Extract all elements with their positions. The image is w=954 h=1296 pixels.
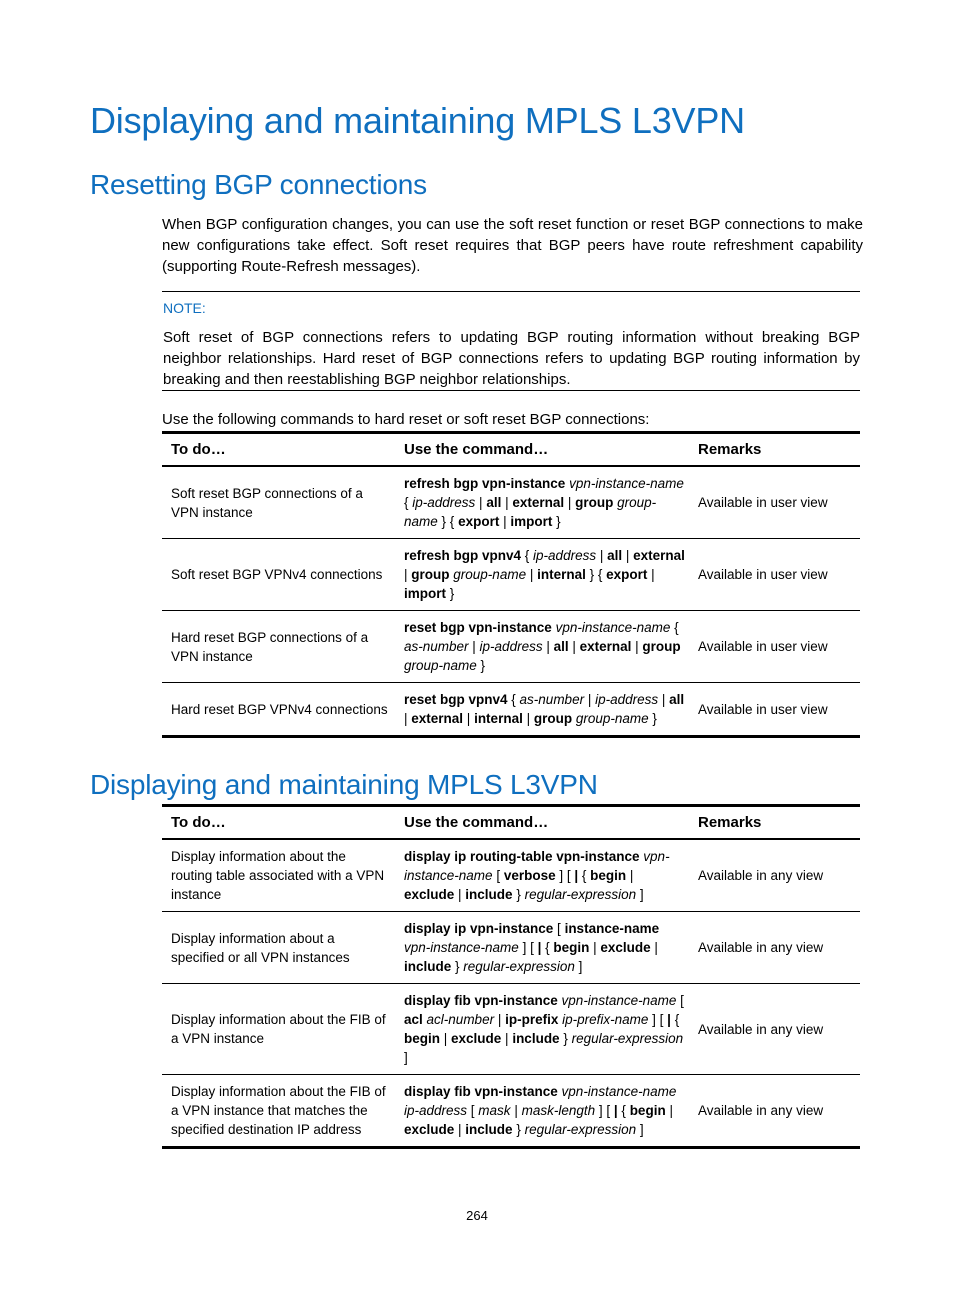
- remarks-cell: Available in user view: [689, 539, 860, 611]
- command-keyword: group: [575, 495, 614, 510]
- command-keyword: import: [510, 514, 553, 529]
- command-syntax: ]: [636, 887, 644, 902]
- command-keyword: acl: [404, 1012, 423, 1027]
- command-keyword: begin: [590, 868, 627, 883]
- command-syntax: |: [475, 495, 487, 510]
- todo-cell: Hard reset BGP connections of a VPN instance: [162, 611, 395, 683]
- command-keyword: include: [465, 1122, 513, 1137]
- command-syntax: |: [440, 1031, 452, 1046]
- command-argument: ip-prefix-name: [562, 1012, 649, 1027]
- command-syntax: [: [676, 993, 684, 1008]
- command-keyword: external: [579, 639, 632, 654]
- command-keyword: begin: [553, 940, 590, 955]
- command-argument: group-name: [404, 658, 477, 673]
- command-keyword: reset bgp vpnv4: [404, 692, 508, 707]
- command-keyword: display ip vpn-instance: [404, 921, 554, 936]
- command-cell: [395, 1075, 689, 1148]
- command-syntax: |: [542, 639, 554, 654]
- command-cell: [395, 984, 689, 1075]
- command-syntax: |: [631, 639, 643, 654]
- command-syntax: |: [589, 940, 601, 955]
- command-argument: ip-address: [404, 1103, 468, 1118]
- table-row: [162, 611, 860, 683]
- command-cell: [395, 912, 689, 984]
- command-argument: regular-expression: [524, 887, 637, 902]
- todo-cell: Display information about a specified or all VPN instances: [162, 912, 395, 984]
- command-syntax: |: [494, 1012, 506, 1027]
- command-syntax: |: [468, 639, 480, 654]
- header-command: Use the command…: [395, 806, 689, 840]
- command-syntax: [: [467, 1103, 479, 1118]
- command-syntax: }: [451, 959, 464, 974]
- command-argument: vpn-instance-name: [555, 620, 671, 635]
- command-syntax: ]: [404, 1050, 408, 1065]
- remarks-cell: Available in user view: [689, 683, 860, 737]
- command-argument: ip-address: [595, 692, 659, 707]
- command-syntax: [: [492, 868, 504, 883]
- note-label: NOTE:: [163, 300, 206, 316]
- command-syntax: } {: [585, 567, 607, 582]
- command-syntax: {: [617, 1103, 630, 1118]
- command-argument: vpn-instance-name: [561, 993, 677, 1008]
- command-keyword: external: [633, 548, 685, 563]
- reset-intro-paragraph: When BGP configuration changes, you can use the soft reset function or reset BGP connections to make new configurations take effect. Soft reset requires that BGP peers have route refreshment capability (supporting Route-Refresh messages).: [162, 216, 863, 275]
- command-cell: [395, 611, 689, 683]
- command-keyword: include: [465, 887, 513, 902]
- command-syntax: }: [446, 586, 455, 601]
- command-syntax: |: [596, 548, 608, 563]
- command-keyword: external: [512, 495, 565, 510]
- command-keyword: internal: [537, 567, 586, 582]
- command-keyword: include: [404, 959, 452, 974]
- command-syntax: |: [584, 692, 596, 707]
- command-keyword: exclude: [404, 887, 455, 902]
- command-keyword: exclude: [404, 1122, 455, 1137]
- command-syntax: ]: [636, 1122, 644, 1137]
- note-box: [162, 291, 860, 391]
- command-syntax: |: [463, 711, 475, 726]
- remarks-cell: Available in any view: [689, 912, 860, 984]
- command-keyword: export: [458, 514, 500, 529]
- command-argument: vpn-instance-name: [404, 940, 519, 955]
- command-syntax: ]: [574, 959, 583, 974]
- command-argument: as-number: [519, 692, 585, 707]
- reset-commands-table: [162, 431, 860, 738]
- command-keyword: import: [404, 586, 446, 601]
- command-syntax: |: [404, 711, 412, 726]
- command-keyword: verbose: [503, 868, 556, 883]
- command-syntax: }: [512, 1122, 525, 1137]
- command-syntax: ] [: [518, 940, 538, 955]
- command-syntax: |: [499, 514, 511, 529]
- command-argument: group-name: [404, 495, 657, 529]
- command-argument: group-name: [453, 567, 527, 582]
- command-syntax: {: [507, 692, 520, 707]
- command-keyword: all: [607, 548, 623, 563]
- command-keyword: internal: [474, 711, 523, 726]
- command-keyword: begin: [404, 1031, 440, 1046]
- table-header-row: [162, 806, 860, 840]
- command-keyword: begin: [629, 1103, 666, 1118]
- command-syntax: }: [512, 887, 525, 902]
- table-row: [162, 839, 860, 912]
- reset-lead-in: Use the following commands to hard reset or soft reset BGP connections:: [162, 411, 650, 428]
- todo-cell: Display information about the FIB of a VPN instance that matches the specified destination IP address: [162, 1075, 395, 1148]
- command-argument: ip-address: [412, 495, 476, 510]
- command-argument: group-name: [575, 711, 649, 726]
- command-syntax: }: [476, 658, 486, 673]
- command-keyword: all: [486, 495, 502, 510]
- remarks-cell: Available in user view: [689, 611, 860, 683]
- table-header-row: [162, 433, 860, 467]
- command-keyword: include: [512, 1031, 560, 1046]
- command-syntax: |: [626, 868, 634, 883]
- command-syntax: |: [658, 692, 670, 707]
- remarks-cell: Available in any view: [689, 839, 860, 912]
- page-title: Displaying and maintaining MPLS L3VPN: [90, 100, 745, 141]
- command-argument: vpn-instance-name: [569, 476, 684, 491]
- command-cell: [395, 466, 689, 539]
- command-syntax: |: [568, 639, 580, 654]
- todo-cell: Soft reset BGP connections of a VPN instance: [162, 466, 395, 539]
- command-syntax: {: [670, 1012, 680, 1027]
- command-syntax: ] [: [555, 868, 575, 883]
- command-keyword: export: [606, 567, 648, 582]
- note-text: Soft reset of BGP connections refers to updating BGP routing information without breaking BGP neighbor relationships. Hard reset of BGP connections refers to updating BGP routing information by breaking and then reestablishing BGP neighbor relationships.: [163, 329, 860, 388]
- command-syntax: [: [553, 921, 565, 936]
- command-argument: acl-number: [426, 1012, 495, 1027]
- remarks-cell: Available in user view: [689, 466, 860, 539]
- table-row: [162, 984, 860, 1075]
- remarks-cell: Available in any view: [689, 1075, 860, 1148]
- command-argument: as-number: [404, 639, 469, 654]
- command-keyword: display fib vpn-instance: [404, 993, 558, 1008]
- command-syntax: |: [510, 1103, 522, 1118]
- command-syntax: ] [: [595, 1103, 614, 1118]
- command-syntax: |: [404, 567, 412, 582]
- page-number: 264: [466, 1208, 488, 1223]
- command-keyword: refresh bgp vpnv4: [404, 548, 522, 563]
- section-heading-reset: Resetting BGP connections: [90, 169, 427, 200]
- command-syntax: |: [647, 567, 655, 582]
- command-syntax: |: [650, 940, 658, 955]
- todo-cell: Hard reset BGP VPNv4 connections: [162, 683, 395, 737]
- command-syntax: } {: [437, 514, 459, 529]
- command-keyword: |: [667, 1012, 671, 1027]
- command-keyword: display fib vpn-instance: [404, 1084, 558, 1099]
- command-syntax: |: [526, 567, 538, 582]
- table-row: [162, 466, 860, 539]
- command-keyword: |: [613, 1103, 618, 1118]
- table-row: [162, 912, 860, 984]
- header-command: Use the command…: [395, 433, 689, 467]
- command-argument: regular-expression: [463, 959, 575, 974]
- command-keyword: refresh bgp vpn-instance: [404, 476, 566, 491]
- remarks-cell: Available in any view: [689, 984, 860, 1075]
- command-keyword: reset bgp vpn-instance: [404, 620, 552, 635]
- todo-cell: Soft reset BGP VPNv4 connections: [162, 539, 395, 611]
- command-syntax: {: [578, 868, 591, 883]
- command-argument: regular-expression: [524, 1122, 637, 1137]
- command-syntax: {: [521, 548, 534, 563]
- table-row: [162, 1075, 860, 1148]
- command-syntax: |: [622, 548, 634, 563]
- header-remarks: Remarks: [689, 433, 860, 467]
- command-cell: [395, 683, 689, 737]
- command-keyword: all: [553, 639, 569, 654]
- section-heading-display: Displaying and maintaining MPLS L3VPN: [90, 769, 598, 800]
- command-keyword: |: [574, 868, 579, 883]
- command-syntax: {: [670, 620, 679, 635]
- header-todo: To do…: [162, 806, 395, 840]
- command-syntax: |: [564, 495, 576, 510]
- header-todo: To do…: [162, 433, 395, 467]
- command-keyword: group: [642, 639, 681, 654]
- command-keyword: |: [537, 940, 542, 955]
- display-commands-table: [162, 804, 860, 1149]
- command-keyword: external: [411, 711, 464, 726]
- command-syntax: |: [454, 887, 466, 902]
- command-argument: mask-length: [521, 1103, 596, 1118]
- command-keyword: exclude: [451, 1031, 502, 1046]
- command-syntax: |: [522, 711, 534, 726]
- command-argument: regular-expression: [571, 1031, 684, 1046]
- todo-cell: Display information about the FIB of a VPN instance: [162, 984, 395, 1075]
- table-row: [162, 539, 860, 611]
- command-syntax: {: [404, 495, 413, 510]
- command-syntax: |: [501, 495, 513, 510]
- command-syntax: |: [501, 1031, 513, 1046]
- command-syntax: {: [541, 940, 554, 955]
- command-cell: [395, 539, 689, 611]
- command-syntax: |: [665, 1103, 673, 1118]
- header-remarks: Remarks: [689, 806, 860, 840]
- command-argument: vpn-instance-name: [561, 1084, 677, 1099]
- command-argument: vpn-instance-name: [404, 849, 670, 883]
- command-keyword: display ip routing-table vpn-instance: [404, 849, 640, 864]
- command-syntax: ] [: [648, 1012, 668, 1027]
- command-keyword: ip-prefix: [505, 1012, 559, 1027]
- command-argument: mask: [478, 1103, 511, 1118]
- command-keyword: exclude: [600, 940, 651, 955]
- command-keyword: instance-name: [564, 921, 660, 936]
- command-argument: ip-address: [479, 639, 543, 654]
- command-keyword: all: [669, 692, 685, 707]
- todo-cell: Display information about the routing table associated with a VPN instance: [162, 839, 395, 912]
- command-syntax: }: [648, 711, 657, 726]
- table-row: [162, 683, 860, 737]
- command-cell: [395, 839, 689, 912]
- command-syntax: }: [552, 514, 561, 529]
- command-syntax: |: [454, 1122, 466, 1137]
- command-keyword: group: [533, 711, 573, 726]
- command-argument: ip-address: [533, 548, 597, 563]
- command-keyword: group: [411, 567, 450, 582]
- command-syntax: }: [559, 1031, 572, 1046]
